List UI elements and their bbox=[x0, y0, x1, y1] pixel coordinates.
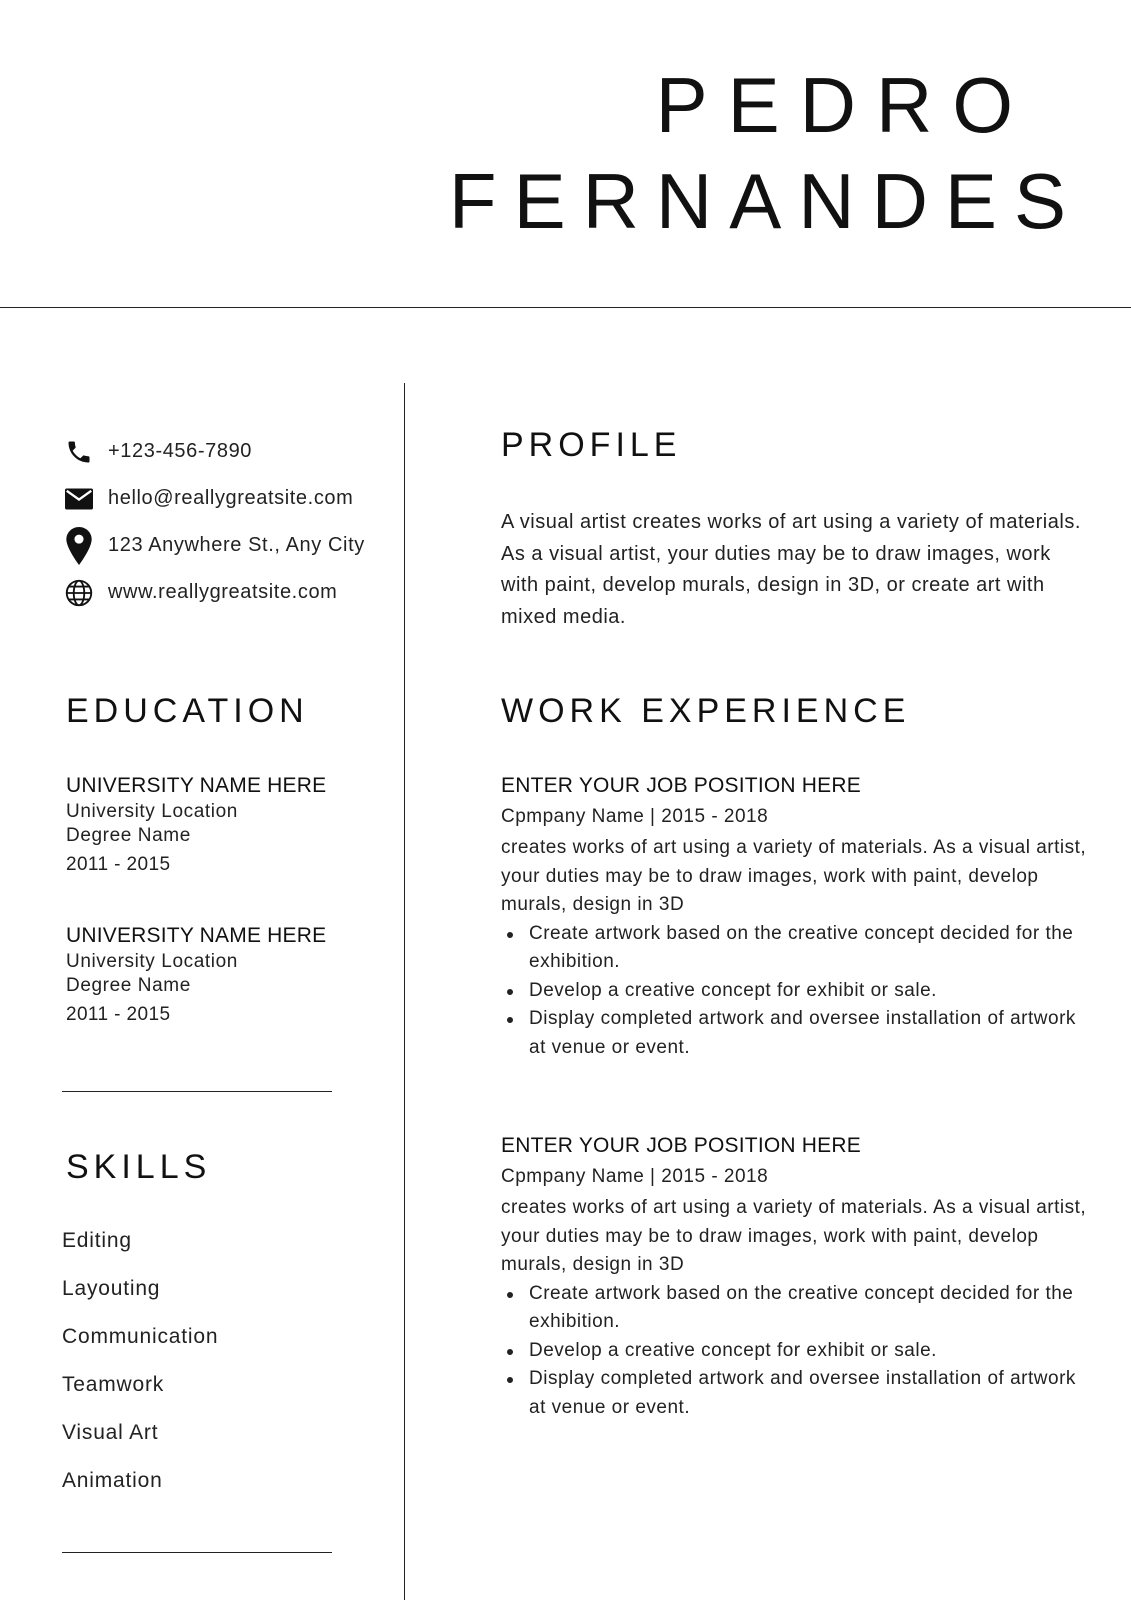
contact-website bbox=[64, 569, 384, 616]
job-duties bbox=[501, 1280, 1094, 1423]
job-description: creates works of art using a variety of materials. As a visual artist, your duties may be to draw images, work with paint, develop murals, design in 3D bbox=[501, 1197, 1087, 1275]
job-duty: Display completed artwork and oversee installation of artwork at venue or event. bbox=[529, 1005, 1094, 1062]
contact-list bbox=[64, 428, 384, 616]
skills-list bbox=[62, 1226, 382, 1514]
skill-item: Layouting bbox=[62, 1277, 161, 1300]
skill-item: Teamwork bbox=[62, 1373, 165, 1396]
degree-name: Degree Name bbox=[66, 825, 191, 846]
education-years: 2011 - 2015 bbox=[66, 854, 171, 875]
school-name: UNIVERSITY NAME HERE bbox=[66, 924, 327, 947]
education-years: 2011 - 2015 bbox=[66, 1004, 171, 1025]
website-text: www.reallygreatsite.com bbox=[108, 581, 338, 603]
job-duty: Create artwork based on the creative concept decided for the exhibition. bbox=[529, 1280, 1094, 1337]
job-company: Cpmpany Name | 2015 - 2018 bbox=[501, 806, 769, 827]
job-entry bbox=[501, 1132, 1101, 1422]
address-text: 123 Anywhere St., Any City bbox=[108, 534, 365, 556]
column-divider bbox=[404, 383, 405, 1600]
education-entry bbox=[66, 922, 386, 1027]
job-position: ENTER YOUR JOB POSITION HERE bbox=[501, 1134, 861, 1157]
degree-name: Degree Name bbox=[66, 975, 191, 996]
skill-item: Editing bbox=[62, 1229, 132, 1252]
school-location: University Location bbox=[66, 801, 238, 822]
globe-icon bbox=[64, 578, 94, 608]
mail-icon bbox=[64, 484, 94, 514]
work-experience-heading: WORK EXPERIENCE bbox=[501, 692, 911, 730]
contact-email bbox=[64, 475, 384, 522]
education-heading: EDUCATION bbox=[66, 692, 309, 730]
education-divider bbox=[62, 1091, 332, 1092]
header-divider bbox=[0, 307, 1131, 308]
location-icon bbox=[64, 531, 94, 561]
last-name: FERNANDES bbox=[448, 157, 1083, 245]
job-company: Cpmpany Name | 2015 - 2018 bbox=[501, 1166, 769, 1187]
job-duty: Develop a creative concept for exhibit or sale. bbox=[529, 977, 1094, 1006]
job-duties bbox=[501, 920, 1094, 1063]
phone-text: +123-456-7890 bbox=[108, 440, 253, 462]
school-location: University Location bbox=[66, 951, 238, 972]
skill-item: Communication bbox=[62, 1325, 219, 1348]
education-entry bbox=[66, 772, 386, 877]
contact-address bbox=[64, 522, 384, 569]
profile-text: A visual artist creates works of art using a variety of materials. As a visual artist, your duties may be to draw images, work with paint, develop murals, design in 3D, or create art with mixed media. bbox=[501, 511, 1081, 628]
job-position: ENTER YOUR JOB POSITION HERE bbox=[501, 774, 861, 797]
job-entry bbox=[501, 772, 1101, 1062]
job-duty: Develop a creative concept for exhibit or sale. bbox=[529, 1337, 1094, 1366]
skills-divider bbox=[62, 1552, 332, 1553]
first-name: PEDRO bbox=[655, 61, 1033, 149]
skills-heading: SKILLS bbox=[66, 1148, 212, 1186]
skill-item: Visual Art bbox=[62, 1421, 159, 1444]
contact-phone bbox=[64, 428, 384, 475]
email-text: hello@reallygreatsite.com bbox=[108, 487, 354, 509]
job-description: creates works of art using a variety of materials. As a visual artist, your duties may be to draw images, work with paint, develop murals, design in 3D bbox=[501, 837, 1087, 915]
profile-heading: PROFILE bbox=[501, 426, 682, 464]
skill-item: Animation bbox=[62, 1469, 163, 1492]
phone-icon bbox=[64, 437, 94, 467]
job-duty: Display completed artwork and oversee installation of artwork at venue or event. bbox=[529, 1365, 1094, 1422]
school-name: UNIVERSITY NAME HERE bbox=[66, 774, 327, 797]
job-duty: Create artwork based on the creative concept decided for the exhibition. bbox=[529, 920, 1094, 977]
